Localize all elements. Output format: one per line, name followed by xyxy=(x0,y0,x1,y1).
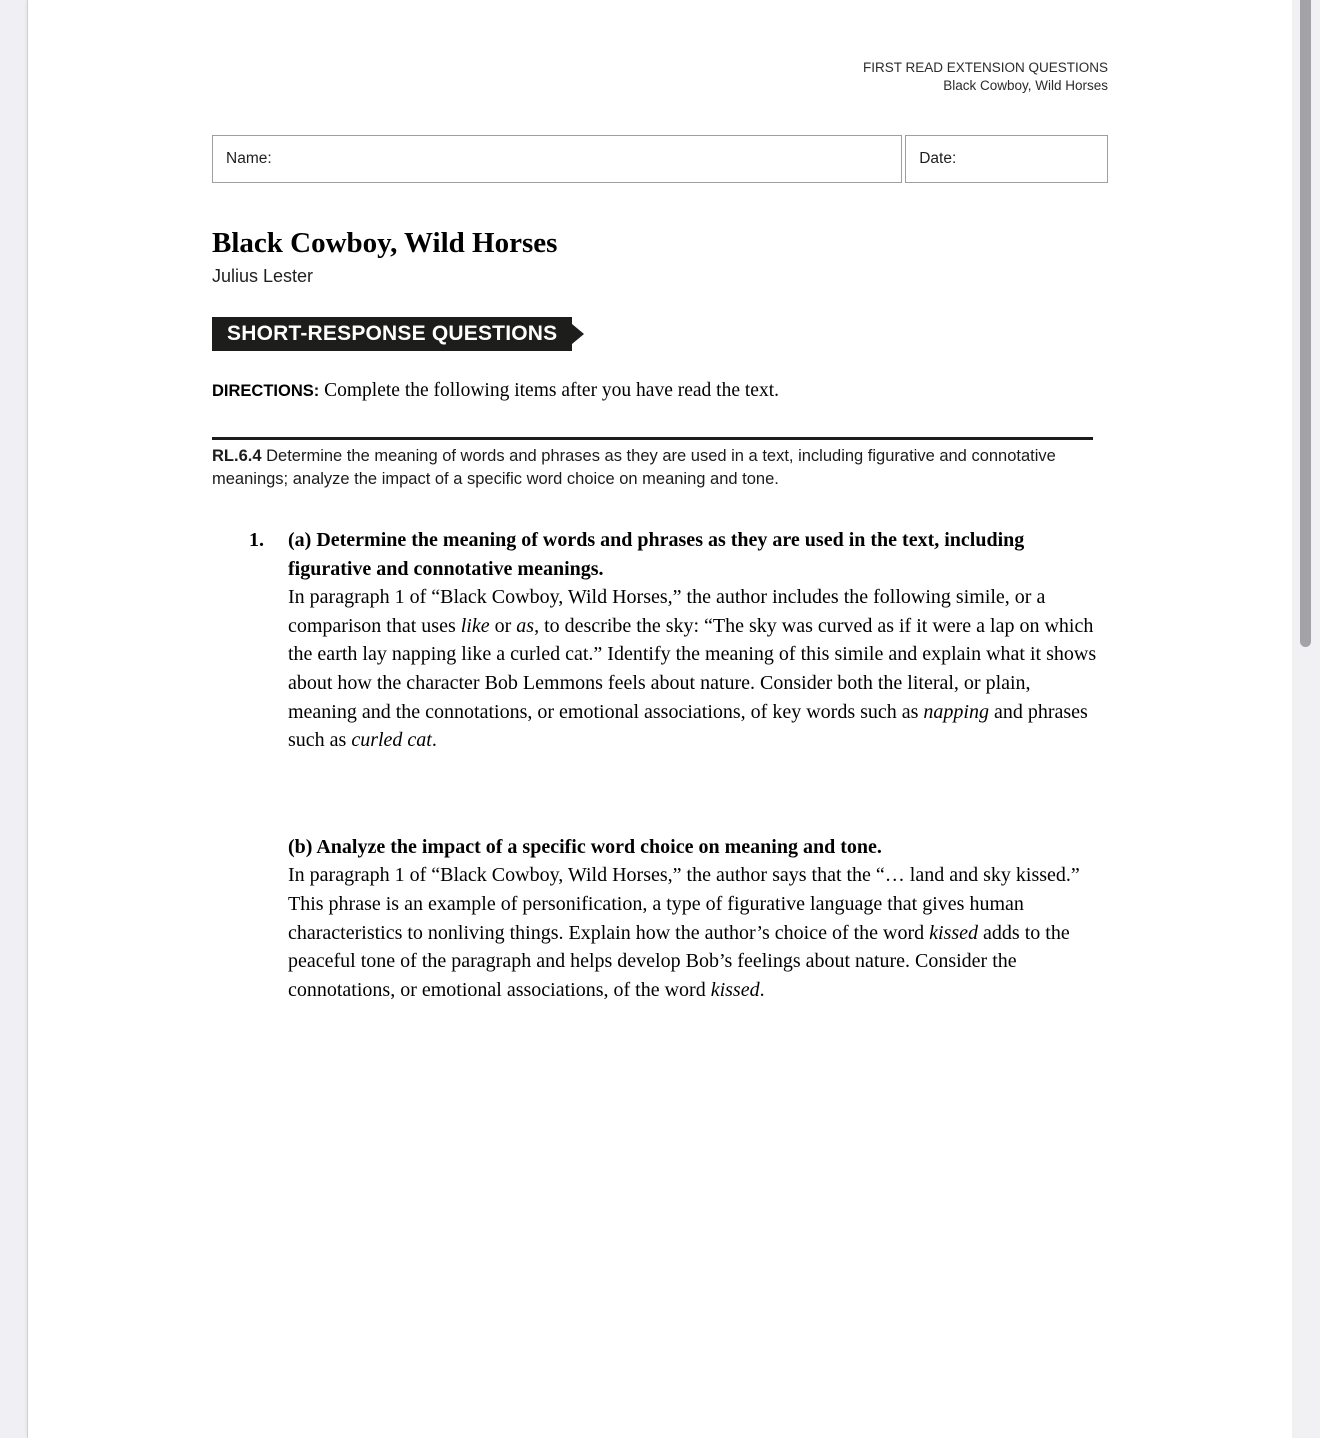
question-number: 1. xyxy=(249,529,264,551)
section-banner xyxy=(212,317,1108,351)
header-line-worksheet-type: FIRST READ EXTENSION QUESTIONS xyxy=(862,60,1108,75)
question-body xyxy=(288,526,1100,1004)
banner-arrow-icon xyxy=(572,324,584,344)
name-date-row xyxy=(212,135,1108,183)
viewer-left-gutter xyxy=(0,0,28,1438)
question-part-b xyxy=(288,833,1100,1005)
page-title: Black Cowboy, Wild Horses xyxy=(212,227,558,259)
section-divider xyxy=(212,437,1093,440)
question-part-a xyxy=(288,526,1100,755)
part-b-heading: (b) Analyze the impact of a specific word choice on meaning and tone. xyxy=(288,835,882,858)
question-1 xyxy=(249,526,1108,1004)
directions-label: DIRECTIONS: xyxy=(212,382,320,400)
standard-code: RL.6.4 xyxy=(212,447,262,465)
section-banner-label: SHORT-RESPONSE QUESTIONS xyxy=(212,317,572,351)
name-field xyxy=(212,135,902,183)
directions-text: Complete the following items after you have read the text. xyxy=(319,380,779,401)
standard-paragraph xyxy=(212,445,1093,491)
date-field-label: Date: xyxy=(919,150,957,167)
part-b-text: In paragraph 1 of “Black Cowboy, Wild Horses,” the author says that the “… land and sky kissed.” This phrase is an example of personification, a type of figurative language that gives human characteristics to nonliving things. Explain how the author’s choice of the word kissed adds to the peaceful tone of the paragraph and helps develop Bob’s feelings about nature. Consider the connotations, or emotional associations, of the word kissed. xyxy=(288,864,1080,1001)
document-page xyxy=(28,0,1292,1438)
standard-text: Determine the meaning of words and phrases as they are used in a text, including figurative and connotative meanings; analyze the impact of a specific word choice on meaning and tone. xyxy=(212,447,1056,488)
name-field-label: Name: xyxy=(226,150,272,167)
header-line-story-title: Black Cowboy, Wild Horses xyxy=(943,78,1108,93)
author-name: Julius Lester xyxy=(212,266,314,286)
scrollbar-track[interactable] xyxy=(1292,0,1320,1438)
directions-line xyxy=(212,378,1108,404)
part-a-heading: (a) Determine the meaning of words and phrases as they are used in the text, including figurative and connotative meanings. xyxy=(288,529,1025,580)
date-field xyxy=(905,135,1108,183)
scrollbar-thumb[interactable] xyxy=(1300,0,1311,647)
page-header xyxy=(212,0,1108,95)
part-a-text: In paragraph 1 of “Black Cowboy, Wild Horses,” the author includes the following simile, or a comparison that uses like or as, to describe the sky: “The sky was curved as if it were a lap on which the earth lay napping like a curled cat.” Identify the meaning of this simile and explain what it shows about how the character Bob Lemmons feels about nature. Consider both the literal, or plain, meaning and the connotations, or emotional associations, of key words such as napping and phrases such as curled cat. xyxy=(288,586,1097,752)
